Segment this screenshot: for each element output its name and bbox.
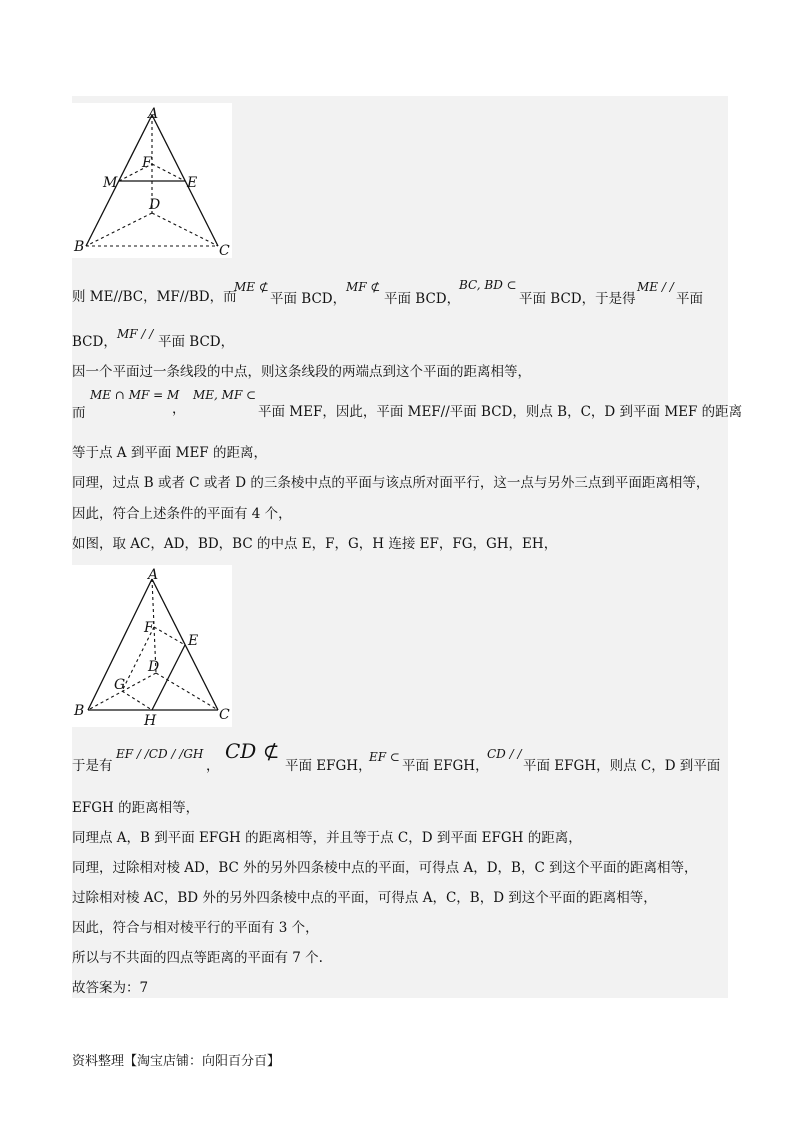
answer-line: 故答案为：7 (72, 980, 149, 996)
text-line-8: 如图，取 AC，AD，BD，BC 的中点 E，F，G，H 连接 EF，FG，GH，EH， (72, 536, 558, 552)
fig2-label-H: H (144, 713, 157, 727)
fig2-label-E: E (188, 633, 199, 649)
line2-text-2: 平面 BCD， (158, 334, 235, 350)
text-line-15: 所以与不共面的四点等距离的平面有 7 个. (72, 950, 323, 966)
text-line-12: 同理，过除相对棱 AD，BC 外的另外四条棱中点的平面，可得点 A，D，B，C 到这个平面的距离相等， (72, 860, 698, 876)
fig2-label-B: B (74, 703, 85, 719)
fig1-label-F: F (142, 155, 152, 171)
line9-text-3: 平面 EFGH，则点 C，D 到平面 (523, 758, 721, 774)
text-line-1 (72, 288, 237, 306)
text-line-10: EFGH 的距离相等， (72, 800, 200, 816)
tetrahedron-figure-1 (72, 103, 232, 258)
text-line-3: 因一个平面过一条线段的中点，则这条线段的两端点到这个平面的距离相等， (72, 364, 531, 380)
formula-me-parallel: ME / / (637, 280, 674, 294)
text-line-5: 等于点 A 到平面 MEF 的距离， (72, 445, 267, 461)
formula-ef-cd-gh-parallel: EF / /CD / /GH (116, 747, 204, 761)
text-line-14: 因此，符合与相对棱平行的平面有 3 个， (72, 920, 319, 936)
line4-comma: ， (172, 401, 186, 417)
line9-comma: ， (206, 758, 220, 774)
text-line-11: 同理点 A，B 到平面 EFGH 的距离相等，并且等于点 C，D 到平面 EFGH 的距离， (72, 830, 582, 846)
tetrahedron-diagram-1 (72, 103, 232, 258)
line4-prefix: 而 (72, 405, 86, 421)
formula-me-cap-mf: ME ∩ MF = M (90, 388, 180, 402)
tetrahedron-diagram-2 (72, 565, 232, 727)
fig1-label-D: D (149, 197, 161, 213)
line1-text-2: 平面 BCD， (384, 291, 461, 307)
fig2-label-G: G (114, 677, 126, 693)
formula-me-mf-subset: ME, MF ⊂ (193, 388, 257, 402)
tetrahedron-figure-2 (72, 565, 232, 727)
fig1-label-C: C (219, 243, 230, 258)
formula-me-not-subset: ME ⊄ (234, 280, 269, 294)
page-footer: 资料整理【淘宝店铺：向阳百分百】 (72, 1054, 281, 1069)
fig1-label-A: A (148, 106, 159, 122)
line4-text: 平面 MEF，因此，平面 MEF//平面 BCD，则点 B，C，D 到平面 MEF 的距离 (258, 404, 743, 420)
formula-bc-bd-subset: BC, BD ⊂ (459, 278, 517, 292)
formula-mf-not-subset: MF ⊄ (346, 280, 381, 294)
fig1-label-M: M (103, 175, 118, 191)
text-line-13: 过除相对棱 AC，BD 外的另外四条棱中点的平面，可得点 A，C，B，D 到这个平面的距离相等， (72, 890, 657, 906)
fig1-label-E: E (187, 175, 198, 191)
formula-ef-subset: EF ⊂ (369, 750, 400, 764)
text-line-6: 同理，过点 B 或者 C 或者 D 的三条棱中点的平面与该点所对面平行，这一点与另外三点到平面距离相等， (72, 475, 710, 491)
line9-prefix: 于是有 (72, 758, 113, 774)
line9-text-2: 平面 EFGH， (402, 758, 489, 774)
fig2-label-F: F (144, 620, 154, 636)
formula-cd-not-subset: CD ⊄ (225, 739, 280, 763)
fig2-label-D: D (148, 659, 160, 675)
line2-text-1: BCD， (72, 334, 117, 350)
fig1-label-B: B (74, 239, 85, 255)
formula-mf-parallel: MF / / (117, 327, 154, 341)
fig2-label-A: A (148, 567, 159, 583)
text-line-7: 因此，符合上述条件的平面有 4 个， (72, 506, 292, 522)
line9-text-1: 平面 EFGH， (285, 758, 372, 774)
fig2-label-C: C (219, 707, 230, 723)
line1-text-4: 平面 (676, 291, 703, 307)
formula-cd-parallel: CD / / (487, 747, 522, 761)
line1-text-3: 平面 BCD，于是得 (519, 291, 636, 307)
line1-prefix: 则 ME//BC，MF//BD，而 (72, 289, 237, 305)
line1-text-1: 平面 BCD， (270, 291, 347, 307)
